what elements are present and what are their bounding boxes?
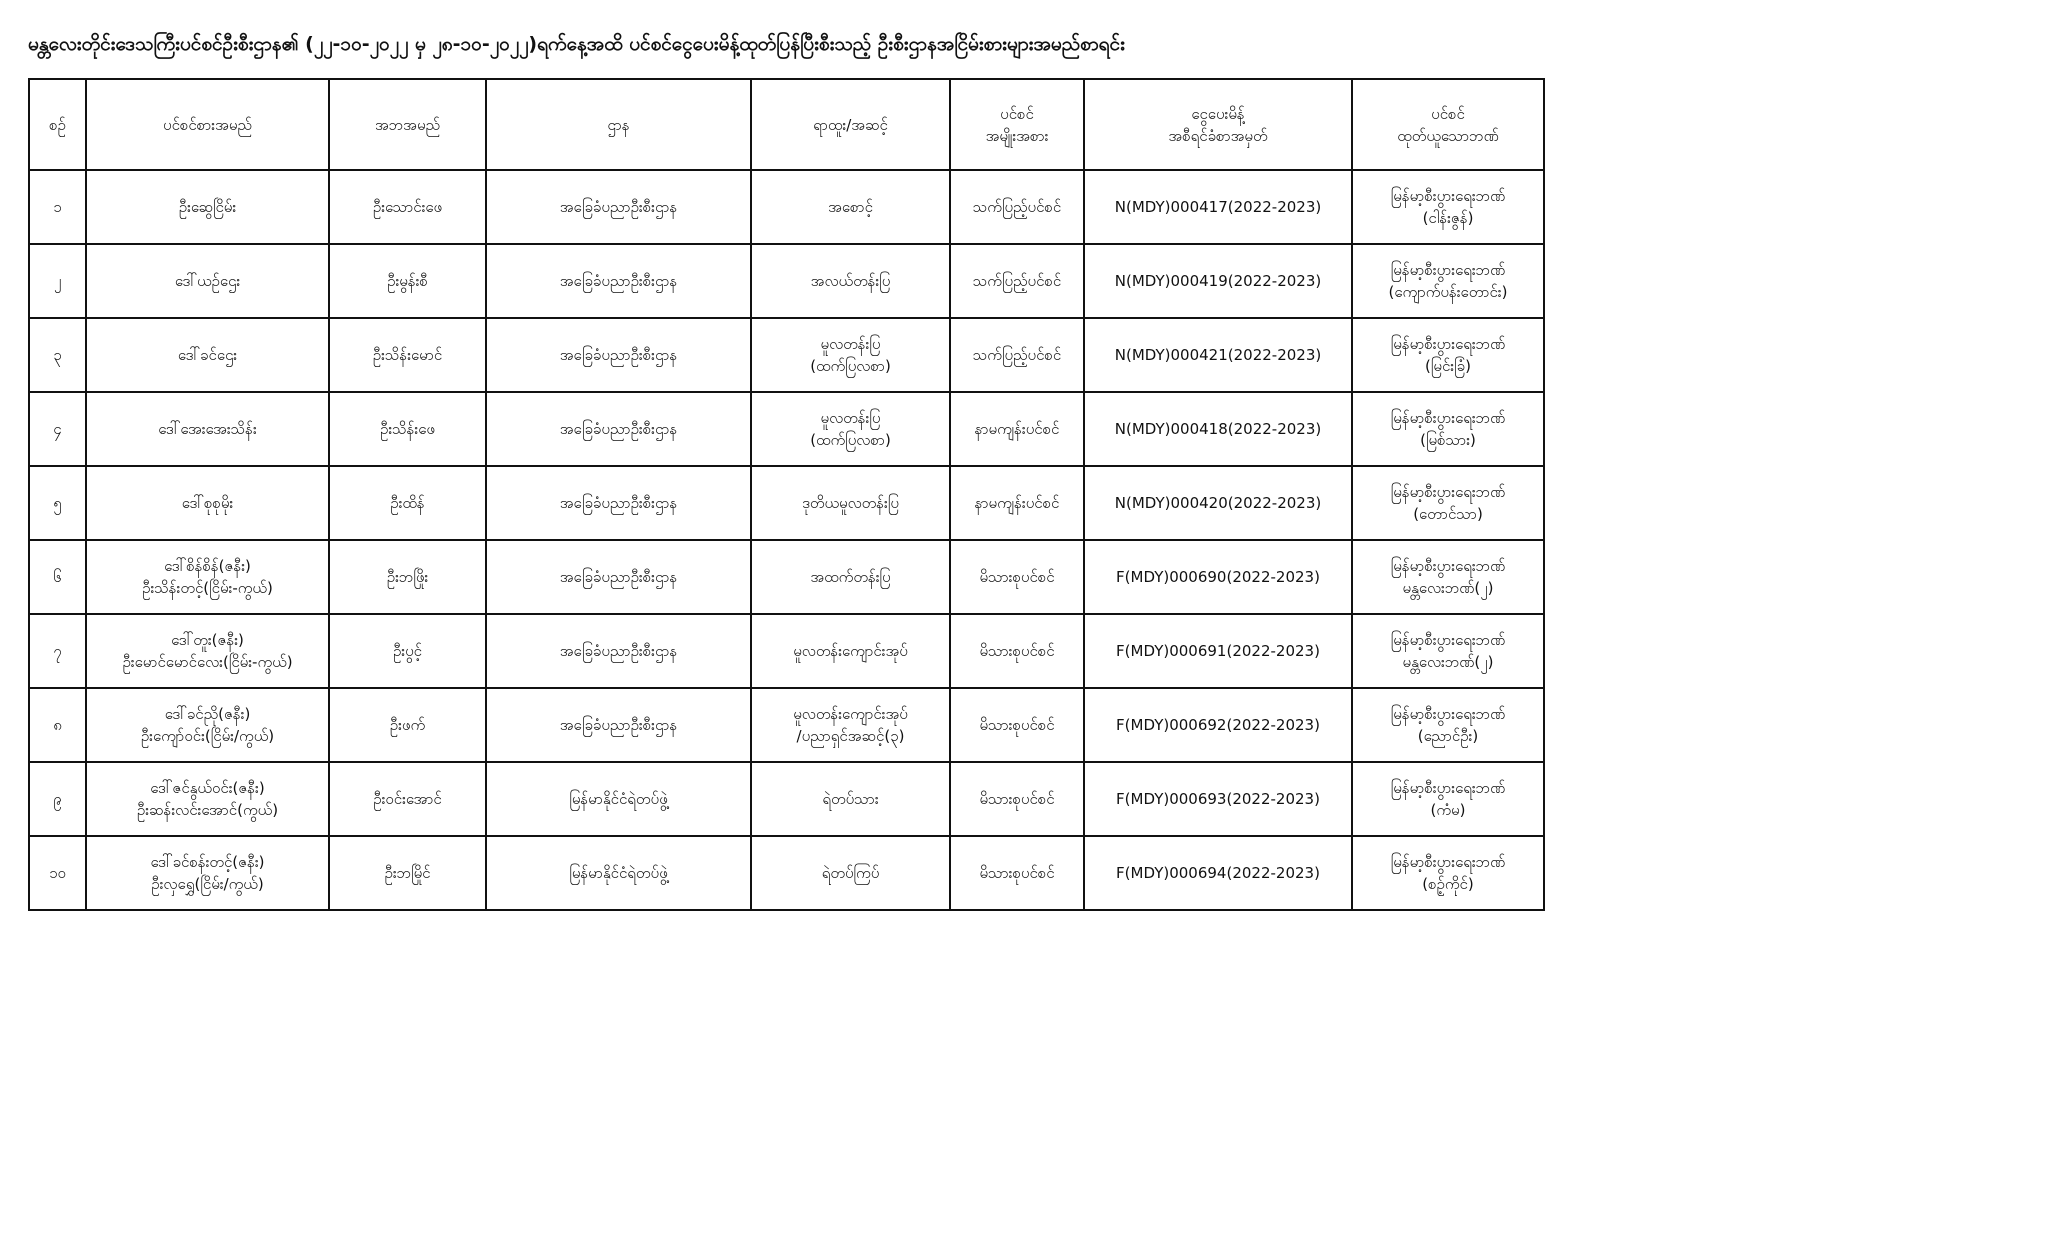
pension-table [28, 78, 1545, 911]
table-row [29, 762, 1544, 836]
cell-father [329, 688, 486, 762]
cell-father [329, 244, 486, 318]
cell-rank-text: မူလတန်းပြ [820, 409, 881, 427]
cell-rank-text: မူလတန်းပြ [820, 335, 881, 353]
cell-order-no-text: N(MDY)000420(2022-2023) [1114, 494, 1322, 512]
cell-department-text: အခြေခံပညာဦးစီးဌာန [559, 568, 678, 586]
cell-name [86, 614, 329, 688]
cell-order-no-text: N(MDY)000419(2022-2023) [1114, 272, 1322, 290]
header-pension-type [950, 79, 1084, 170]
cell-name [86, 540, 329, 614]
cell-bank-text: (တောင်သာ) [1413, 505, 1483, 523]
cell-father-text: ဦးသိန်းမောင် [372, 346, 443, 364]
cell-department-text: အခြေခံပညာဦးစီးဌာန [559, 198, 678, 216]
cell-department [486, 392, 751, 466]
cell-pension-type-text: မိသားစုပင်စင် [979, 864, 1055, 882]
cell-bank-text: မန္တလေးဘဏ်(၂) [1402, 653, 1494, 671]
header-pension-type-line1: ပင်စင် [1000, 104, 1034, 123]
cell-bank [1352, 170, 1544, 244]
cell-department-text: အခြေခံပညာဦးစီးဌာန [559, 346, 678, 364]
cell-rank-text: အထက်တန်းပြ [810, 568, 891, 586]
cell-father-text: ဦးသောင်းဖေ [372, 198, 443, 216]
header-order-no [1084, 79, 1352, 170]
page-title: မန္တလေးတိုင်းဒေသကြီးပင်စင်ဦးစီးဌာန၏ (၂၂-၁၀-၂၀၂၂ မှ ၂၈-၁၀-၂၀၂၂)ရက်နေ့အထိ ပင်စင်ငွေပေးမိန့်ထုတ်ပြန်ပြီးစီးသည့် ဦးစီးဌာနအငြိမ်းစားများအမည်စာရင်း [28, 33, 1125, 55]
cell-department [486, 466, 751, 540]
cell-father [329, 170, 486, 244]
cell-father-text: ဦးဘဖြိုး [386, 568, 429, 586]
cell-name-text: ဦးဆွေငြိမ်း [178, 198, 237, 216]
cell-department [486, 170, 751, 244]
cell-department-text: အခြေခံပညာဦးစီးဌာန [559, 494, 678, 512]
cell-department [486, 836, 751, 910]
cell-no-text: ၂ [53, 272, 62, 290]
cell-bank-text: မြန်မာ့စီးပွားရေးဘဏ် [1390, 483, 1506, 501]
cell-pension-type [950, 170, 1084, 244]
cell-pension-type-text: မိသားစုပင်စင် [979, 642, 1055, 660]
cell-bank [1352, 318, 1544, 392]
cell-rank [751, 466, 950, 540]
cell-department-text: မြန်မာနိုင်ငံရဲတပ်ဖွဲ့ [569, 790, 668, 808]
cell-name-text: ဦးကျော်ဝင်း(ငြိမ်း/ကွယ်) [140, 727, 275, 745]
cell-pension-type [950, 836, 1084, 910]
cell-department [486, 318, 751, 392]
cell-no-text: ၃ [53, 346, 62, 364]
table-row [29, 392, 1544, 466]
cell-bank-text: မြန်မာ့စီးပွားရေးဘဏ် [1390, 261, 1506, 279]
cell-order-no [1084, 688, 1352, 762]
cell-no-text: ၆ [53, 568, 62, 586]
cell-order-no-text: F(MDY)000693(2022-2023) [1116, 790, 1320, 808]
header-bank-line1: ပင်စင် [1431, 104, 1465, 123]
cell-rank-text: မူလတန်းကျောင်းအုပ် [793, 705, 908, 723]
cell-bank [1352, 392, 1544, 466]
cell-pension-type [950, 762, 1084, 836]
cell-father-text: ဦးဘမြိုင် [384, 864, 431, 882]
cell-pension-type-text: သက်ပြည့်ပင်စင် [972, 346, 1062, 364]
cell-order-no [1084, 170, 1352, 244]
cell-bank-text: (ငါန်းဇွန်) [1422, 209, 1474, 227]
cell-rank [751, 540, 950, 614]
cell-rank-text: ရဲတပ်သား [822, 790, 879, 808]
cell-no-text: ၈ [53, 716, 62, 734]
cell-father-text: ဦးမွန်းစီ [387, 272, 428, 290]
cell-bank-text: မြန်မာ့စီးပွားရေးဘဏ် [1390, 335, 1506, 353]
table-row [29, 466, 1544, 540]
cell-department-text: မြန်မာနိုင်ငံရဲတပ်ဖွဲ့ [569, 864, 668, 882]
table-row [29, 318, 1544, 392]
cell-order-no [1084, 836, 1352, 910]
cell-name [86, 836, 329, 910]
cell-rank-text: (ထက်ပြလစာ) [810, 357, 891, 375]
cell-pension-type [950, 614, 1084, 688]
cell-no [29, 614, 86, 688]
cell-order-no [1084, 392, 1352, 466]
cell-no [29, 762, 86, 836]
cell-no [29, 466, 86, 540]
cell-rank [751, 614, 950, 688]
cell-pension-type [950, 244, 1084, 318]
cell-no-text: ၇ [53, 642, 62, 660]
cell-no [29, 170, 86, 244]
header-order-no-line1: ငွေပေးမိန့် [1191, 104, 1245, 123]
cell-rank [751, 836, 950, 910]
cell-name-text: ဒေါ်ခင်ဌေး [177, 346, 238, 364]
cell-bank-text: မန္တလေးဘဏ်(၂) [1402, 579, 1494, 597]
cell-name [86, 170, 329, 244]
cell-bank-text: (ကျောက်ပန်းတောင်း) [1388, 283, 1508, 301]
cell-father [329, 614, 486, 688]
cell-father [329, 318, 486, 392]
cell-father [329, 392, 486, 466]
table-row [29, 836, 1544, 910]
cell-name-text: ဒေါ်ယဉ်ဌေး [174, 272, 241, 290]
cell-name-text: ဒေါ်စိန်စိန်(ဇနီး) [164, 557, 251, 575]
cell-name-text: ဒေါ်ဇင်နွယ်ဝင်း(ဇနီး) [150, 779, 265, 797]
cell-pension-type-text: သက်ပြည့်ပင်စင် [972, 272, 1062, 290]
cell-rank [751, 688, 950, 762]
header-name: ပင်စင်စားအမည် [86, 79, 329, 170]
cell-father [329, 836, 486, 910]
cell-pension-type [950, 392, 1084, 466]
cell-bank-text: (ညောင်ဦး) [1417, 727, 1479, 745]
cell-father-text: ဦးဖက် [389, 716, 426, 734]
cell-bank-text: (စဉ့်ကိုင်) [1422, 875, 1474, 893]
cell-order-no [1084, 540, 1352, 614]
cell-rank-text: ဒုတိယမူလတန်းပြ [802, 494, 899, 512]
cell-no-text: ၁၀ [49, 864, 66, 882]
cell-order-no-text: F(MDY)000692(2022-2023) [1116, 716, 1320, 734]
cell-order-no-text: N(MDY)000417(2022-2023) [1114, 198, 1322, 216]
cell-father [329, 466, 486, 540]
cell-rank [751, 170, 950, 244]
cell-bank [1352, 540, 1544, 614]
table-row [29, 170, 1544, 244]
cell-bank-text: (မြစ်သား) [1420, 431, 1476, 449]
table-row [29, 614, 1544, 688]
cell-father-text: ဦးသိန်းဖေ [380, 420, 435, 438]
cell-rank-text: /ပညာရှင်အဆင့်(၃) [796, 727, 905, 745]
cell-name-text: ဒေါ်တူး(ဇနီး) [171, 631, 244, 649]
cell-order-no [1084, 614, 1352, 688]
cell-name-text: ဒေါ်ခင်ညို(ဇနီး) [164, 705, 251, 723]
cell-department-text: အခြေခံပညာဦးစီးဌာန [559, 420, 678, 438]
cell-bank-text: (ကံမ) [1430, 801, 1466, 819]
cell-department-text: အခြေခံပညာဦးစီးဌာန [559, 642, 678, 660]
cell-bank [1352, 466, 1544, 540]
cell-pension-type [950, 318, 1084, 392]
cell-no [29, 540, 86, 614]
cell-name-text: ဒေါ်ခင်စန်းတင့်(ဇနီး) [150, 853, 265, 871]
header-order-no-line2: အစီရင်ခံစာအမှတ် [1168, 126, 1268, 145]
cell-department [486, 614, 751, 688]
header-pension-type-line2: အမျိုးအစား [985, 126, 1049, 145]
cell-name-text: ဦးလှရွှေ(ငြိမ်း/ကွယ်) [151, 875, 264, 893]
cell-bank-text: မြန်မာ့စီးပွားရေးဘဏ် [1390, 187, 1506, 205]
header-bank-line2: ထုတ်ယူသောဘဏ် [1397, 126, 1499, 145]
cell-father-text: ဦးဝင်းအောင် [373, 790, 442, 808]
table-body [29, 170, 1544, 910]
cell-order-no [1084, 244, 1352, 318]
cell-bank-text: မြန်မာ့စီးပွားရေးဘဏ် [1390, 409, 1506, 427]
cell-order-no-text: N(MDY)000418(2022-2023) [1114, 420, 1322, 438]
cell-pension-type [950, 540, 1084, 614]
cell-bank [1352, 762, 1544, 836]
cell-name [86, 244, 329, 318]
cell-bank [1352, 836, 1544, 910]
table-row [29, 688, 1544, 762]
cell-name [86, 392, 329, 466]
cell-no [29, 244, 86, 318]
cell-department [486, 244, 751, 318]
cell-name [86, 688, 329, 762]
cell-pension-type [950, 466, 1084, 540]
cell-name-text: ဒေါ်အေးအေးသိန်း [158, 420, 257, 438]
cell-name [86, 762, 329, 836]
cell-no-text: ၉ [53, 790, 62, 808]
cell-no [29, 318, 86, 392]
cell-rank-text: မူလတန်းကျောင်းအုပ် [793, 642, 908, 660]
table-row [29, 244, 1544, 318]
cell-department [486, 540, 751, 614]
cell-order-no-text: F(MDY)000691(2022-2023) [1116, 642, 1320, 660]
cell-no [29, 392, 86, 466]
cell-pension-type-text: နာမကျန်းပင်စင် [974, 420, 1060, 438]
cell-bank-text: မြန်မာ့စီးပွားရေးဘဏ် [1390, 557, 1506, 575]
cell-no-text: ၁ [53, 198, 62, 216]
cell-no [29, 836, 86, 910]
cell-bank-text: မြန်မာ့စီးပွားရေးဘဏ် [1390, 631, 1506, 649]
cell-pension-type-text: မိသားစုပင်စင် [979, 716, 1055, 734]
cell-rank [751, 762, 950, 836]
cell-rank [751, 392, 950, 466]
cell-order-no [1084, 762, 1352, 836]
cell-pension-type-text: နာမကျန်းပင်စင် [974, 494, 1060, 512]
cell-bank-text: (မြင်းခြံ) [1425, 357, 1471, 375]
cell-father [329, 540, 486, 614]
cell-department-text: အခြေခံပညာဦးစီးဌာန [559, 716, 678, 734]
cell-order-no-text: F(MDY)000694(2022-2023) [1116, 864, 1320, 882]
cell-department [486, 688, 751, 762]
cell-rank-text: အလယ်တန်းပြ [810, 272, 891, 290]
cell-bank-text: မြန်မာ့စီးပွားရေးဘဏ် [1390, 705, 1506, 723]
cell-name-text: ဒေါ်စုစုမိုး [181, 494, 234, 512]
cell-name-text: ဦးသိန်းတင့်(ငြိမ်း-ကွယ်) [142, 579, 273, 597]
cell-name-text: ဦးဆန်းလင်းအောင်(ကွယ်) [136, 801, 279, 819]
table-header-row [29, 79, 1544, 170]
cell-father-text: ဦးပွင့် [392, 642, 422, 660]
header-no: စဉ် [29, 79, 86, 170]
cell-order-no-text: F(MDY)000690(2022-2023) [1116, 568, 1320, 586]
cell-rank-text: အစောင့် [828, 198, 873, 216]
cell-father-text: ဦးထိန် [390, 494, 425, 512]
header-department: ဌာန [486, 79, 751, 170]
cell-rank-text: ရဲတပ်ကြပ် [821, 864, 880, 882]
cell-no [29, 688, 86, 762]
cell-bank [1352, 614, 1544, 688]
cell-pension-type-text: မိသားစုပင်စင် [979, 790, 1055, 808]
cell-name [86, 466, 329, 540]
cell-bank [1352, 244, 1544, 318]
table-row [29, 540, 1544, 614]
header-rank: ရာထူး/အဆင့် [751, 79, 950, 170]
cell-pension-type-text: သက်ပြည့်ပင်စင် [972, 198, 1062, 216]
cell-no-text: ၄ [53, 420, 62, 438]
cell-bank-text: မြန်မာ့စီးပွားရေးဘဏ် [1390, 779, 1506, 797]
cell-order-no [1084, 466, 1352, 540]
cell-father [329, 762, 486, 836]
cell-pension-type-text: မိသားစုပင်စင် [979, 568, 1055, 586]
cell-pension-type [950, 688, 1084, 762]
cell-department-text: အခြေခံပညာဦးစီးဌာန [559, 272, 678, 290]
cell-bank-text: မြန်မာ့စီးပွားရေးဘဏ် [1390, 853, 1506, 871]
cell-no-text: ၅ [53, 494, 62, 512]
cell-rank [751, 318, 950, 392]
header-bank [1352, 79, 1544, 170]
cell-name-text: ဦးမောင်မောင်လေး(ငြိမ်း-ကွယ်) [122, 653, 293, 671]
cell-name [86, 318, 329, 392]
cell-bank [1352, 688, 1544, 762]
cell-order-no [1084, 318, 1352, 392]
cell-rank-text: (ထက်ပြလစာ) [810, 431, 891, 449]
cell-rank [751, 244, 950, 318]
header-father: အဘအမည် [329, 79, 486, 170]
cell-department [486, 762, 751, 836]
cell-order-no-text: N(MDY)000421(2022-2023) [1114, 346, 1322, 364]
